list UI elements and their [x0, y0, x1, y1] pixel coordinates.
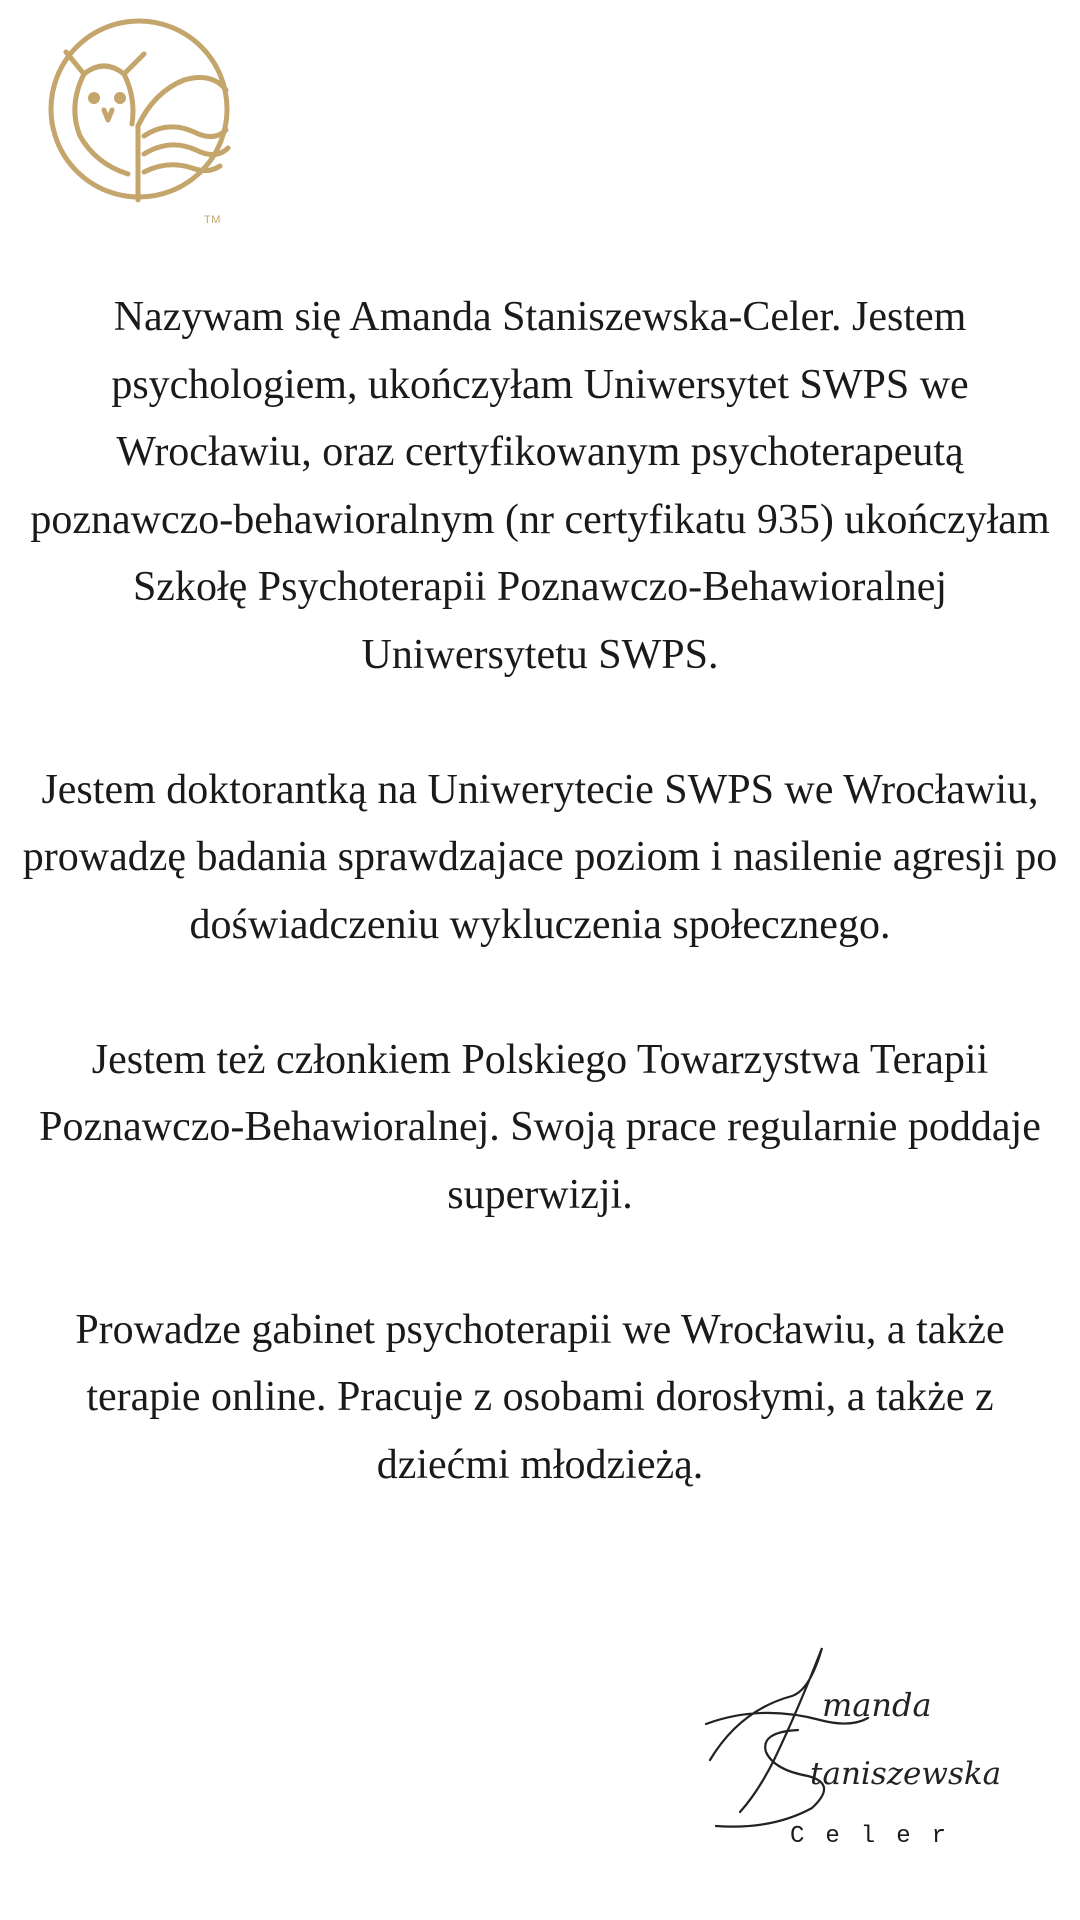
signature-last-name: Celer: [790, 1823, 968, 1850]
paragraph-intro: Nazywam się Amanda Staniszewska-Celer. Jestem psychologiem, ukończyłam Uniwersytet SWPS we Wrocławiu, oraz certyfikowanym psychoterapeutą poznawczo-behawioralnym (nr certyfikatu 935) ukończyłam Szkołę Psychoterapii Poznawczo-Behawioralnej Uniwersytetu SWPS.: [30, 294, 1050, 678]
owl-logo: [44, 14, 234, 226]
owl-logo-icon: [44, 14, 234, 204]
signature: [700, 1640, 1070, 1850]
paragraph-doctorate: Jestem doktorantką na Uniwerytecie SWPS we Wrocławiu, prowadzę badania sprawdzajace poziom i nasilenie agresji po doświadczeniu wykluczenia społecznego.: [22, 766, 1058, 948]
paragraph-membership: Jestem też członkiem Polskiego Towarzystwa Terapii Poznawczo-Behawioralnej. Swoją prace regularnie poddaje superwizji.: [39, 1036, 1041, 1218]
paragraph-practice: Prowadze gabinet psychoterapii we Wrocławiu, a także terapie online. Pracuje z osobami dorosłymi, a także z dziećmi młodzieżą.: [75, 1306, 1005, 1488]
trademark-mark: TM: [204, 214, 221, 226]
biography-text: [16, 284, 1064, 1499]
signature-first-name: manda: [822, 1686, 932, 1724]
signature-surname: taniszewska: [810, 1756, 1002, 1792]
signature-strokes-icon: [700, 1640, 1070, 1850]
